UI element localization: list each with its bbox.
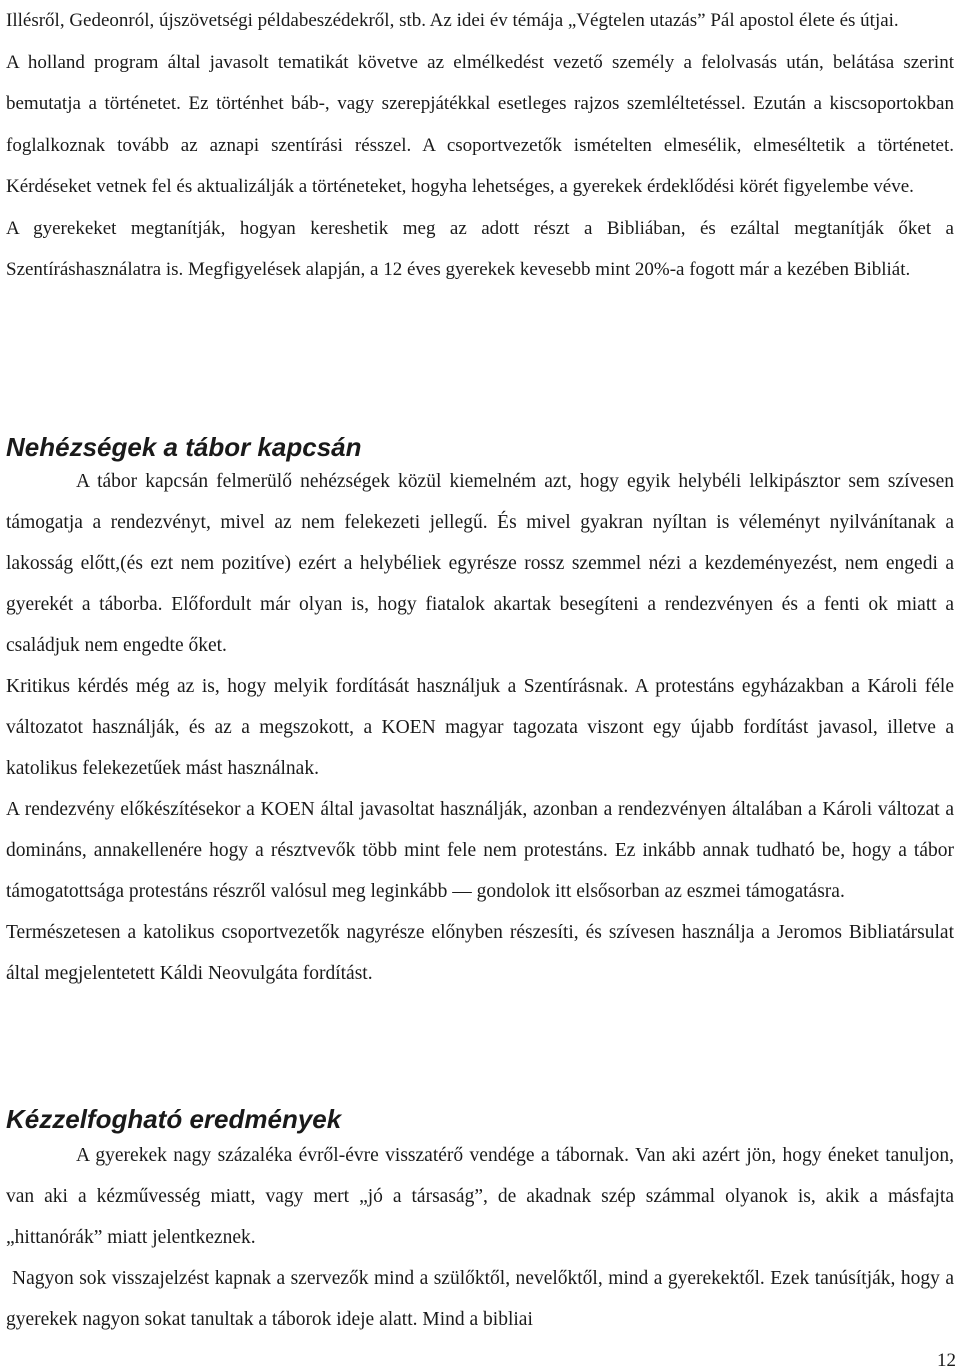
section-heading-results: Kézzelfogható eredmények xyxy=(6,1104,342,1134)
paragraph: A holland program által javasolt tematikát követve az elmélkedést vezető személy a felolvasás után, belátása szerint bemutatja a történetet. Ez történhet báb-, vagy szerepjátékkal esetleges rajzos szemléltetéssel. Ezután a kiscsoportokban foglalkoznak tovább az aznapi szentírási résszel. A csoportvezetők ismételten elmesélik, elmeséltetik a történetet. Kérdéseket vetnek fel és aktualizálják a történeteket, hogyha lehetséges, a gyerekek érdeklődési körét figyelembe véve. xyxy=(6,51,954,197)
paragraph: Illésről, Gedeonról, újszövetségi példabeszédekről, stb. Az idei év témája „Végtelen utazás” Pál apostol élete és útjai. xyxy=(6,10,899,31)
paragraph: Kritikus kérdés még az is, hogy melyik fordítását használjuk a Szentírásnak. A protestáns egyházakban a Károli féle változatot használják, és az a megszokott, a KOEN magyar tagozata viszont egy újabb fordítást javasol, illetve a katolikus felekezetűek mást használnak. xyxy=(6,676,954,779)
paragraph: A gyerekek nagy százaléka évről-évre visszatérő vendége a tábornak. Van aki azért jön, hogy éneket tanuljon, van aki a kézművesség miatt, vagy mert „jó a társaság”, de akadnak szép számmal olyanok is, akik a másfajta „hittanórák” miatt jelentkeznek. xyxy=(6,1145,954,1248)
paragraph: A gyerekeket megtanítják, hogyan kereshetik meg az adott részt a Bibliában, és ezáltal megtanítják őket a Szentíráshasználatra is. Megfigyelések alapján, a 12 éves gyerekek kevesebb mint 20%-a fogott már a kezében Bibliát. xyxy=(6,217,954,280)
paragraph: Nagyon sok visszajelzést kapnak a szervezők mind a szülőktől, nevelőktől, mind a gyerekektől. Ezek tanúsítják, hogy a gyerekek nagyon sokat tanultak a táborok ideje alatt. Mind a bibliai xyxy=(6,1268,954,1330)
results-text-block xyxy=(6,1135,954,1340)
difficulties-text-block xyxy=(6,461,954,994)
paragraph: A rendezvény előkészítésekor a KOEN által javasoltat használják, azonban a rendezvényen általában a Károli változat a domináns, annakellenére hogy a résztvevők több mint fele nem protestáns. Ez inkább annak tudható be, hogy a tábor támogatottsága protestáns részről valósul meg leginkább — gondolok itt elsősorban az eszmei támogatásra. xyxy=(6,799,954,902)
paragraph: A tábor kapcsán felmerülő nehézségek közül kiemelném azt, hogy egyik helybéli lelkipásztor sem szívesen támogatja a rendezvényt, mivel az nem felekezeti jellegű. És mivel gyakran nyíltan is véleményt nyilvánítanak a lakosság előtt,(és ezt nem pozitíve) ezért a helybéliek egyrésze rossz szemmel nézi a kezdeményezést, nem engedi a gyerekét a táborba. Előfordult már olyan is, hogy fiatalok akartak besegíteni a rendezvényen és a fenti ok miatt a családjuk nem engedte őket. xyxy=(6,471,954,656)
paragraph: Természetesen a katolikus csoportvezetők nagyrésze előnyben részesíti, és szívesen használja a Jeromos Bibliatársulat által megjelentetett Káldi Neovulgáta fordítást. xyxy=(6,922,954,984)
intro-text-block xyxy=(6,0,954,291)
page-number: 12 xyxy=(937,1350,956,1371)
section-heading-difficulties: Nehézségek a tábor kapcsán xyxy=(6,432,362,462)
